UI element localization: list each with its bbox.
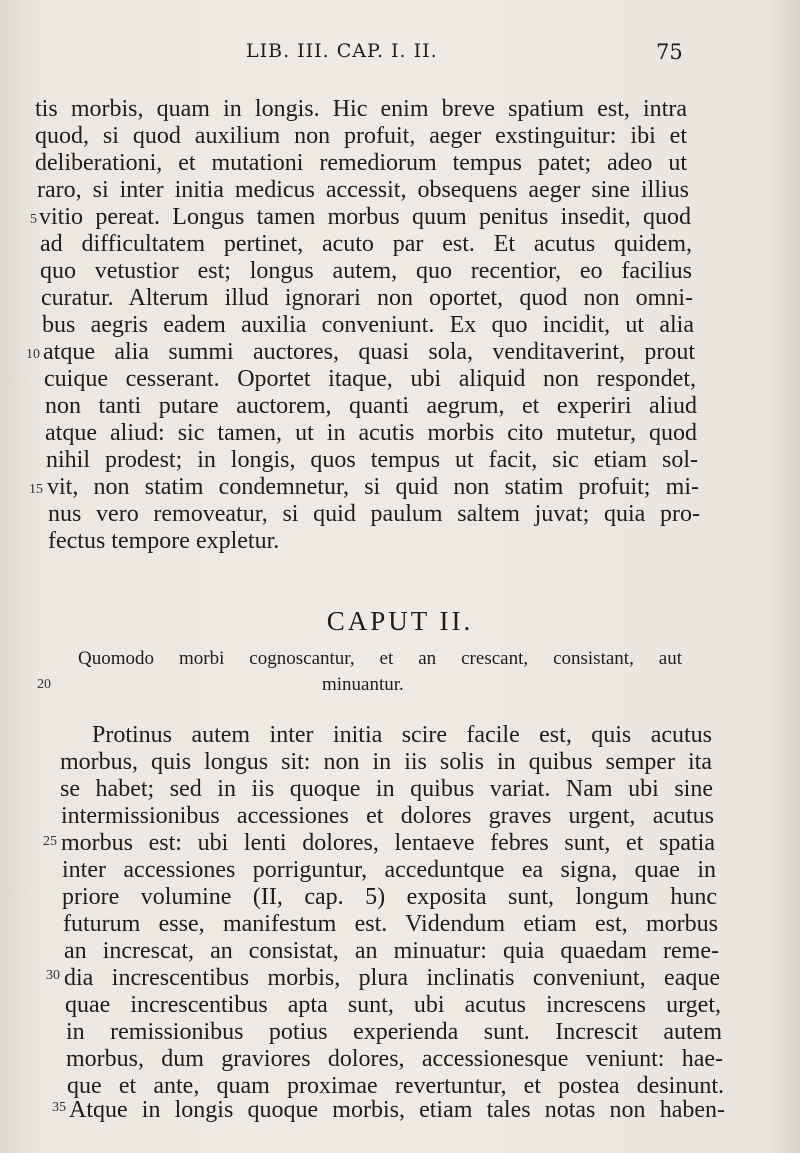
text-line: nihil prodest; in longis, quos tempus ut facit, sic etiam sol- — [46, 447, 698, 473]
text-line: curatur. Alterum illud ignorari non oportet, quod non omni- — [41, 285, 693, 311]
text-line: deliberationi, et mutationi remediorum tempus patet; adeo ut — [35, 150, 687, 176]
text-line: atque alia summi auctores, quasi sola, venditaverint, prout — [43, 339, 695, 365]
text-line: in remissionibus potius experienda sunt. Increscit autem — [66, 1019, 722, 1045]
text-line: morbus, dum graviores dolores, accessionesque veniunt: hae- — [66, 1046, 723, 1072]
line-number: 25 — [43, 834, 57, 849]
chapter-summary-line: Quomodo morbi cognoscantur, et an crescant, consistant, aut — [78, 648, 682, 669]
text-line: fectus tempore expletur. — [48, 528, 280, 554]
text-line: quae increscentibus apta sunt, ubi acutus increscens urget, — [65, 992, 721, 1018]
text-line: vit, non statim condemnetur, si quid non statim profuit; mi- — [47, 474, 699, 500]
text-line: futurum esse, manifestum est. Videndum etiam est, morbus — [63, 911, 718, 937]
text-line: se habet; sed in iis quoque in quibus variat. Nam ubi sine — [60, 776, 713, 802]
page-number: 75 — [656, 40, 683, 64]
text-line: que et ante, quam proximae revertuntur, et postea desinunt. — [67, 1073, 724, 1099]
line-number: 35 — [52, 1100, 66, 1115]
text-line: morbus, quis longus sit: non in iis solis in quibus semper ita — [60, 749, 712, 775]
text-line: quod, si quod auxilium non profuit, aeger exstinguitur: ibi et — [35, 123, 687, 149]
chapter-title: CAPUT II. — [326, 606, 474, 636]
chapter-summary-line: minuantur. — [322, 674, 404, 695]
text-line: atque aliud: sic tamen, ut in acutis morbis cito mutetur, quod — [45, 420, 697, 446]
text-line: quo vetustior est; longus autem, quo recentior, eo facilius — [40, 258, 692, 284]
text-line: ad difficultatem pertinet, acuto par est. Et acutus quidem, — [40, 231, 692, 257]
text-line: tis morbis, quam in longis. Hic enim breve spatium est, intra — [35, 96, 687, 122]
line-number: 5 — [30, 212, 37, 227]
line-number: 20 — [37, 677, 51, 692]
text-line: Protinus autem inter initia scire facile est, quis acutus — [92, 722, 712, 748]
text-line: bus aegris eadem auxilia conveniunt. Ex quo incidit, ut alia — [42, 312, 694, 338]
text-line: vitio pereat. Longus tamen morbus quum penitus insedit, quod — [39, 204, 691, 230]
text-line: morbus est: ubi lenti dolores, lentaeve febres sunt, et spatia — [61, 830, 715, 856]
running-title: LIB. III. CAP. I. II. — [246, 40, 438, 62]
text-line: dia increscentibus morbis, plura inclinatis conveniunt, eaque — [64, 965, 720, 991]
line-number: 15 — [29, 482, 43, 497]
line-number: 30 — [46, 968, 60, 983]
text-line: Atque in longis quoque morbis, etiam tales notas non haben- — [69, 1097, 725, 1123]
text-line: cuique cesserant. Oportet itaque, ubi aliquid non respondet, — [44, 366, 696, 392]
text-line: nus vero removeatur, si quid paulum saltem juvat; quia pro- — [48, 501, 700, 527]
text-line: priore volumine (II, cap. 5) exposita sunt, longum hunc — [62, 884, 717, 910]
text-line: raro, si inter initia medicus accessit, obsequens aeger sine illius — [37, 177, 689, 203]
text-line: inter accessiones porriguntur, acceduntque ea signa, quae in — [62, 857, 716, 883]
page-header — [0, 38, 800, 68]
text-line: intermissionibus accessiones et dolores graves urgent, acutus — [61, 803, 714, 829]
line-number: 10 — [26, 347, 40, 362]
text-line: non tanti putare auctorem, quanti aegrum, et experiri aliud — [45, 393, 697, 419]
text-line: an increscat, an consistat, an minuatur: quia quaedam reme- — [64, 938, 719, 964]
